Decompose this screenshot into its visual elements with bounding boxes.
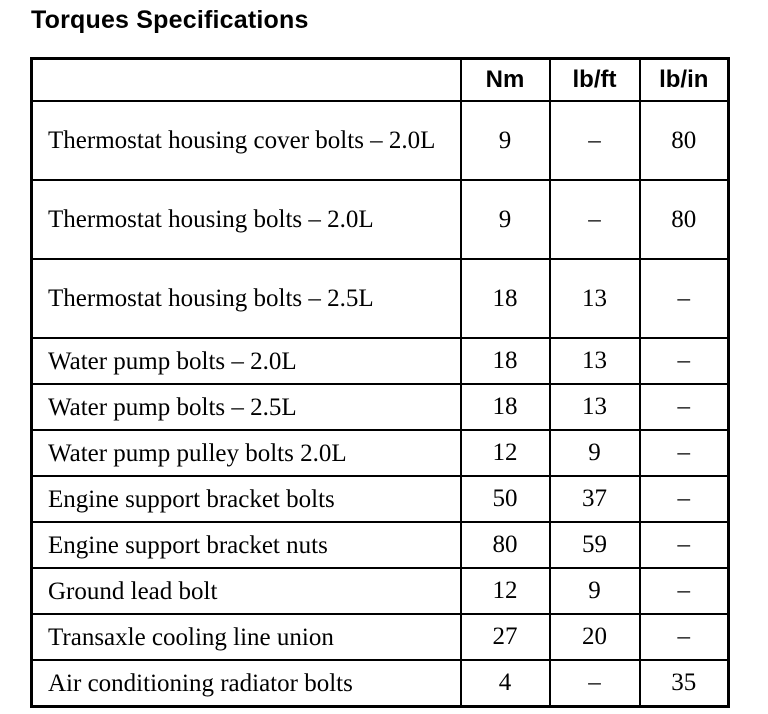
row-lbft: 9 — [550, 430, 640, 476]
row-description: Thermostat housing cover bolts – 2.0L — [32, 101, 461, 180]
row-nm: 18 — [461, 384, 550, 430]
row-lbft: 13 — [550, 384, 640, 430]
table-row — [32, 259, 729, 338]
row-description: Thermostat housing bolts – 2.5L — [32, 259, 461, 338]
row-lbft: 9 — [550, 568, 640, 614]
row-description: Air conditioning radiator bolts — [32, 660, 461, 707]
torque-spec-table — [30, 57, 730, 708]
row-description: Ground lead bolt — [32, 568, 461, 614]
row-lbin: – — [640, 430, 729, 476]
row-nm: 18 — [461, 338, 550, 384]
table-row — [32, 101, 729, 180]
row-description: Water pump pulley bolts 2.0L — [32, 430, 461, 476]
row-lbin: – — [640, 614, 729, 660]
row-description: Water pump bolts – 2.5L — [32, 384, 461, 430]
row-lbft: – — [550, 180, 640, 259]
table-row — [32, 430, 729, 476]
row-lbin: – — [640, 384, 729, 430]
row-lbin: 80 — [640, 180, 729, 259]
row-lbin: – — [640, 259, 729, 338]
row-nm: 50 — [461, 476, 550, 522]
row-nm: 80 — [461, 522, 550, 568]
row-lbin: 80 — [640, 101, 729, 180]
table-row — [32, 338, 729, 384]
row-lbft: – — [550, 660, 640, 707]
row-nm: 9 — [461, 101, 550, 180]
row-nm: 12 — [461, 430, 550, 476]
row-lbft: 13 — [550, 338, 640, 384]
row-lbin: – — [640, 568, 729, 614]
row-nm: 27 — [461, 614, 550, 660]
header-nm: Nm — [461, 59, 550, 102]
row-lbin: 35 — [640, 660, 729, 707]
table-header-row — [32, 59, 729, 102]
table-row — [32, 660, 729, 707]
table-row — [32, 384, 729, 430]
table-row — [32, 522, 729, 568]
table-row — [32, 614, 729, 660]
row-lbin: – — [640, 476, 729, 522]
row-lbin: – — [640, 522, 729, 568]
row-lbft: 20 — [550, 614, 640, 660]
table-row — [32, 568, 729, 614]
table-row — [32, 180, 729, 259]
header-description — [32, 59, 461, 102]
row-description: Engine support bracket bolts — [32, 476, 461, 522]
page-title: Torques Specifications — [31, 6, 309, 34]
row-nm: 4 — [461, 660, 550, 707]
row-description: Engine support bracket nuts — [32, 522, 461, 568]
header-lbft: lb/ft — [550, 59, 640, 102]
row-lbft: 13 — [550, 259, 640, 338]
row-lbft: 37 — [550, 476, 640, 522]
row-nm: 18 — [461, 259, 550, 338]
row-description: Transaxle cooling line union — [32, 614, 461, 660]
row-description: Water pump bolts – 2.0L — [32, 338, 461, 384]
row-lbft: – — [550, 101, 640, 180]
row-description: Thermostat housing bolts – 2.0L — [32, 180, 461, 259]
row-nm: 12 — [461, 568, 550, 614]
row-nm: 9 — [461, 180, 550, 259]
table-row — [32, 476, 729, 522]
row-lbft: 59 — [550, 522, 640, 568]
row-lbin: – — [640, 338, 729, 384]
header-lbin: lb/in — [640, 59, 729, 102]
